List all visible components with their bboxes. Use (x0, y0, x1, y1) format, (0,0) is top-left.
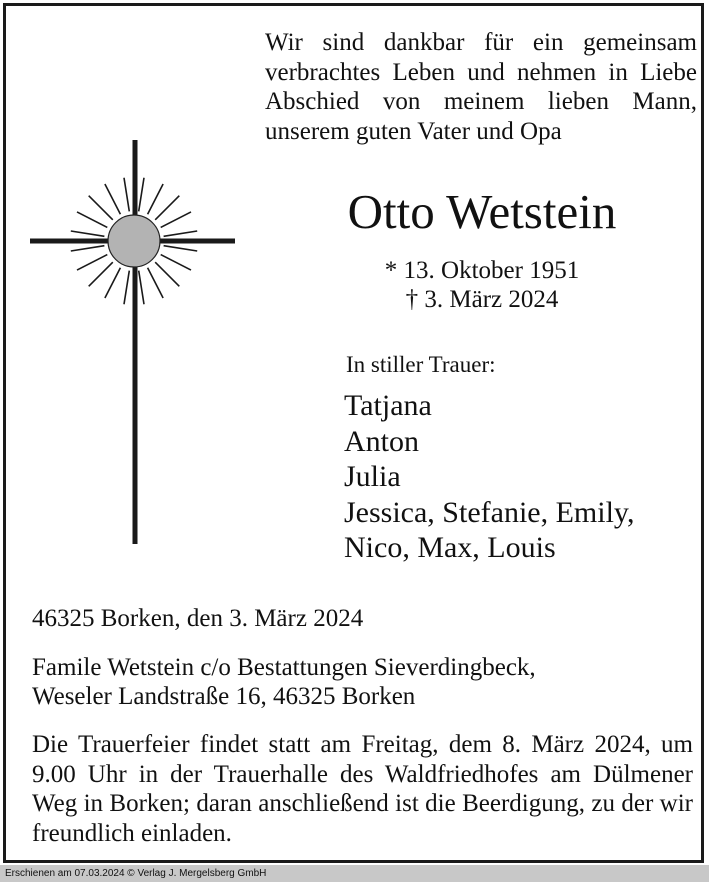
cross-with-sun-icon (30, 140, 240, 550)
address-line: Weseler Landstraße 16, 46325 Borken (32, 683, 416, 710)
sun-ray (164, 231, 198, 236)
sun-ray (148, 184, 164, 214)
contact-address (32, 653, 692, 711)
place-date: 46325 Borken, den 3. März 2024 (32, 605, 364, 632)
sun-ray (124, 178, 129, 212)
sun-ray (77, 212, 107, 228)
sun-ray (164, 246, 198, 251)
deceased-name: Otto Wetstein (347, 184, 617, 239)
sun-ray (139, 271, 144, 305)
sun-ray (105, 268, 121, 298)
sun-ray (71, 231, 105, 236)
sun-ray (161, 212, 191, 228)
family-line: Tatjana (344, 389, 432, 422)
obituary-notice (3, 3, 704, 863)
life-dates (306, 257, 658, 314)
sun-ray (71, 246, 105, 251)
sun-ray (139, 178, 144, 212)
sun-ray (89, 262, 113, 286)
sun-ray (89, 196, 113, 220)
family-list (344, 388, 634, 566)
sun-ray (124, 271, 129, 305)
birth-date: * 13. Oktober 1951 (384, 257, 580, 284)
sun-ray (77, 255, 107, 271)
family-line: Jessica, Stefanie, Emily, (344, 495, 635, 529)
death-date: † 3. März 2024 (405, 285, 559, 313)
sun-ray (161, 255, 191, 271)
sun-ray (105, 184, 121, 214)
intro-text: Wir sind dankbar für ein gemeinsam verbrachtes Leben und nehmen in Liebe Abschied von meinem lieben Mann, unserem guten Vater und Opa (265, 29, 697, 145)
publication-footer: Erschienen am 07.03.2024 © Verlag J. Mergelsberg GmbH (0, 865, 709, 882)
ceremony-text: Die Trauerfeier findet statt am Freitag, dem 8. März 2024, um 9.00 Uhr in der Trauerhalle des Waldfriedhofes am Dülmener Weg in Borken; daran anschließend ist die Beerdigung, zu der wir freundlich einladen. (32, 731, 693, 847)
sun-ray (155, 196, 179, 220)
family-line: Nico, Max, Louis (344, 531, 556, 564)
family-line: Julia (344, 460, 401, 493)
mourning-label: In stiller Trauer: (346, 352, 496, 377)
family-line: Anton (344, 424, 419, 458)
sun-ray (155, 262, 179, 286)
address-line: Famile Wetstein c/o Bestattungen Sieverdingbeck, (32, 654, 536, 681)
sun-ray (148, 268, 164, 298)
